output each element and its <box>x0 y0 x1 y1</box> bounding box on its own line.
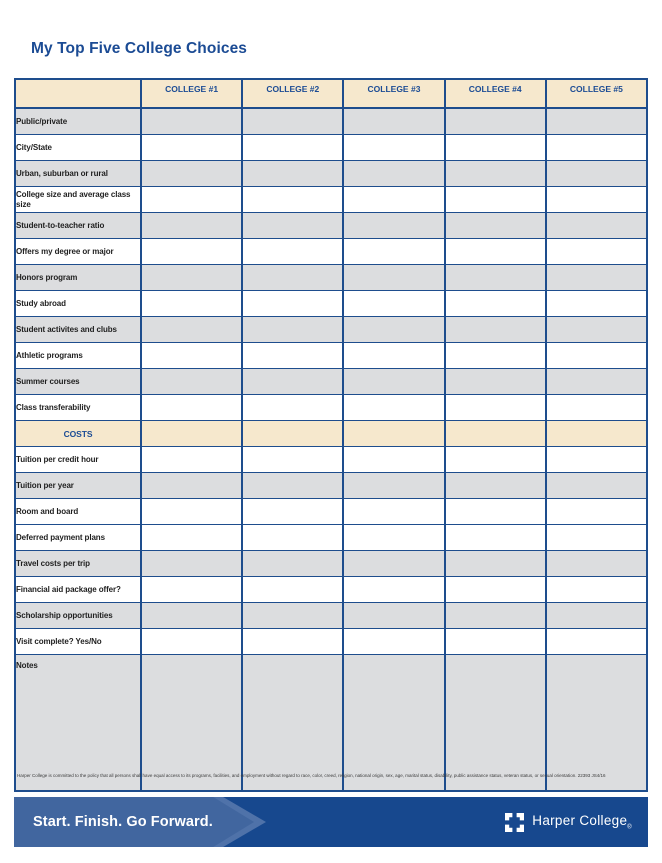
row-label: Room and board <box>15 499 141 525</box>
row-label: Offers my degree or major <box>15 239 141 265</box>
table-row <box>15 395 647 421</box>
entry-cell[interactable] <box>445 291 546 317</box>
harper-blocks-icon <box>505 813 524 832</box>
row-label: College size and average class size <box>15 187 141 213</box>
entry-cell[interactable] <box>141 499 242 525</box>
entry-cell[interactable] <box>445 629 546 655</box>
entry-cell[interactable] <box>546 239 647 265</box>
entry-cell[interactable] <box>546 629 647 655</box>
entry-cell[interactable] <box>546 213 647 239</box>
entry-cell[interactable] <box>445 343 546 369</box>
row-label: City/State <box>15 135 141 161</box>
entry-cell[interactable] <box>445 108 546 135</box>
entry-cell[interactable] <box>546 447 647 473</box>
entry-cell[interactable] <box>242 291 343 317</box>
entry-cell[interactable] <box>242 108 343 135</box>
entry-cell[interactable] <box>445 603 546 629</box>
page-title: My Top Five College Choices <box>31 40 248 57</box>
row-label: Student activites and clubs <box>15 317 141 343</box>
entry-cell[interactable] <box>343 187 444 213</box>
entry-cell[interactable] <box>343 577 444 603</box>
entry-cell[interactable] <box>141 291 242 317</box>
disclaimer-text: Harper College is committed to the policy that all persons shall have equal access to its programs, facilities, and employment without regard to race, color, creed, religion, national origin, sex, age, marital status, disability, public assistance status, veteran status, or sexual orientation. 22393 JS4/16 <box>17 773 606 778</box>
table-row <box>15 473 647 499</box>
entry-cell[interactable] <box>242 603 343 629</box>
entry-cell[interactable] <box>445 395 546 421</box>
entry-cell[interactable] <box>343 239 444 265</box>
entry-cell[interactable] <box>343 473 444 499</box>
table-row <box>15 291 647 317</box>
entry-cell[interactable] <box>242 499 343 525</box>
table-row <box>15 317 647 343</box>
entry-cell[interactable] <box>445 265 546 291</box>
table-row <box>15 629 647 655</box>
entry-cell[interactable] <box>343 161 444 187</box>
brand-tagline: Start. Finish. Go Forward. <box>33 814 213 830</box>
entry-cell[interactable] <box>242 577 343 603</box>
entry-cell[interactable] <box>141 603 242 629</box>
registered-mark: ® <box>627 824 632 831</box>
table-row <box>15 161 647 187</box>
row-label: Study abroad <box>15 291 141 317</box>
table-row <box>15 603 647 629</box>
entry-cell[interactable] <box>546 577 647 603</box>
entry-cell[interactable] <box>445 525 546 551</box>
entry-cell[interactable] <box>242 473 343 499</box>
row-label: Deferred payment plans <box>15 525 141 551</box>
column-header-college-1: COLLEGE #1 <box>141 79 242 108</box>
entry-cell[interactable] <box>343 629 444 655</box>
college-comparison-table <box>14 78 648 792</box>
entry-cell[interactable] <box>445 135 546 161</box>
row-label: Public/private <box>15 108 141 135</box>
row-label: Student-to-teacher ratio <box>15 213 141 239</box>
entry-cell[interactable] <box>141 161 242 187</box>
entry-cell[interactable] <box>242 317 343 343</box>
table-row <box>15 577 647 603</box>
entry-cell[interactable] <box>242 239 343 265</box>
entry-cell[interactable] <box>546 317 647 343</box>
row-label: Honors program <box>15 265 141 291</box>
entry-cell[interactable] <box>343 317 444 343</box>
entry-cell[interactable] <box>445 421 546 447</box>
column-header-college-3: COLLEGE #3 <box>343 79 444 108</box>
entry-cell[interactable] <box>445 317 546 343</box>
entry-cell[interactable] <box>546 187 647 213</box>
entry-cell[interactable] <box>546 265 647 291</box>
row-label: Notes <box>15 655 141 792</box>
row-label: COSTS <box>15 421 141 447</box>
table-row <box>15 187 647 213</box>
entry-cell[interactable] <box>546 108 647 135</box>
entry-cell[interactable] <box>343 525 444 551</box>
entry-cell[interactable] <box>141 108 242 135</box>
entry-cell[interactable] <box>343 499 444 525</box>
entry-cell[interactable] <box>141 421 242 447</box>
entry-cell[interactable] <box>343 603 444 629</box>
row-label: Visit complete? Yes/No <box>15 629 141 655</box>
table-row <box>15 239 647 265</box>
footer-banner <box>14 797 648 847</box>
entry-cell[interactable] <box>343 447 444 473</box>
entry-cell[interactable] <box>141 317 242 343</box>
entry-cell[interactable] <box>141 135 242 161</box>
entry-cell[interactable] <box>445 369 546 395</box>
entry-cell[interactable] <box>546 499 647 525</box>
entry-cell[interactable] <box>546 161 647 187</box>
entry-cell[interactable] <box>141 265 242 291</box>
entry-cell[interactable] <box>242 447 343 473</box>
row-label: Tuition per credit hour <box>15 447 141 473</box>
entry-cell[interactable] <box>242 343 343 369</box>
entry-cell[interactable] <box>445 239 546 265</box>
table-row <box>15 447 647 473</box>
entry-cell[interactable] <box>141 239 242 265</box>
table-row <box>15 369 647 395</box>
entry-cell[interactable] <box>445 161 546 187</box>
entry-cell[interactable] <box>242 161 343 187</box>
entry-cell[interactable] <box>343 291 444 317</box>
entry-cell[interactable] <box>546 369 647 395</box>
column-header-college-5: COLLEGE #5 <box>546 79 647 108</box>
row-label: Financial aid package offer? <box>15 577 141 603</box>
entry-cell[interactable] <box>242 551 343 577</box>
entry-cell[interactable] <box>546 473 647 499</box>
entry-cell[interactable] <box>141 577 242 603</box>
entry-cell[interactable] <box>445 473 546 499</box>
row-label: Urban, suburban or rural <box>15 161 141 187</box>
entry-cell[interactable] <box>343 395 444 421</box>
entry-cell[interactable] <box>141 473 242 499</box>
table-row <box>15 421 647 447</box>
column-header-college-4: COLLEGE #4 <box>445 79 546 108</box>
entry-cell[interactable] <box>343 135 444 161</box>
entry-cell[interactable] <box>141 525 242 551</box>
table-row <box>15 499 647 525</box>
entry-cell[interactable] <box>141 447 242 473</box>
entry-cell[interactable] <box>242 629 343 655</box>
table-row <box>15 213 647 239</box>
entry-cell[interactable] <box>546 603 647 629</box>
table-row <box>15 551 647 577</box>
entry-cell[interactable] <box>343 551 444 577</box>
row-label: Class transferability <box>15 395 141 421</box>
row-label: Athletic programs <box>15 343 141 369</box>
table-row <box>15 135 647 161</box>
entry-cell[interactable] <box>242 369 343 395</box>
entry-cell[interactable] <box>546 395 647 421</box>
entry-cell[interactable] <box>141 629 242 655</box>
brand-lockup <box>505 797 632 847</box>
entry-cell[interactable] <box>242 395 343 421</box>
entry-cell[interactable] <box>546 343 647 369</box>
row-label: Summer courses <box>15 369 141 395</box>
table-row <box>15 108 647 135</box>
brand-name: Harper College$_®$ <box>532 813 632 831</box>
entry-cell[interactable] <box>445 447 546 473</box>
table-header-row <box>15 79 647 108</box>
table-row <box>15 525 647 551</box>
row-label: Scholarship opportunities <box>15 603 141 629</box>
entry-cell[interactable] <box>445 551 546 577</box>
entry-cell[interactable] <box>343 213 444 239</box>
table-row <box>15 343 647 369</box>
corner-cell <box>15 79 141 108</box>
entry-cell[interactable] <box>546 291 647 317</box>
entry-cell[interactable] <box>242 213 343 239</box>
entry-cell[interactable] <box>141 369 242 395</box>
entry-cell[interactable] <box>242 421 343 447</box>
entry-cell[interactable] <box>141 213 242 239</box>
entry-cell[interactable] <box>343 265 444 291</box>
row-label: Tuition per year <box>15 473 141 499</box>
entry-cell[interactable] <box>546 135 647 161</box>
entry-cell[interactable] <box>343 421 444 447</box>
entry-cell[interactable] <box>343 369 444 395</box>
entry-cell[interactable] <box>546 421 647 447</box>
entry-cell[interactable] <box>445 499 546 525</box>
entry-cell[interactable] <box>242 187 343 213</box>
entry-cell[interactable] <box>141 551 242 577</box>
entry-cell[interactable] <box>445 187 546 213</box>
row-label: Travel costs per trip <box>15 551 141 577</box>
column-header-college-2: COLLEGE #2 <box>242 79 343 108</box>
entry-cell[interactable] <box>343 343 444 369</box>
entry-cell[interactable] <box>546 525 647 551</box>
entry-cell[interactable] <box>343 108 444 135</box>
entry-cell[interactable] <box>141 187 242 213</box>
table-row <box>15 265 647 291</box>
entry-cell[interactable] <box>445 577 546 603</box>
entry-cell[interactable] <box>242 135 343 161</box>
entry-cell[interactable] <box>242 525 343 551</box>
entry-cell[interactable] <box>546 551 647 577</box>
entry-cell[interactable] <box>141 395 242 421</box>
entry-cell[interactable] <box>445 213 546 239</box>
entry-cell[interactable] <box>242 265 343 291</box>
entry-cell[interactable] <box>141 343 242 369</box>
